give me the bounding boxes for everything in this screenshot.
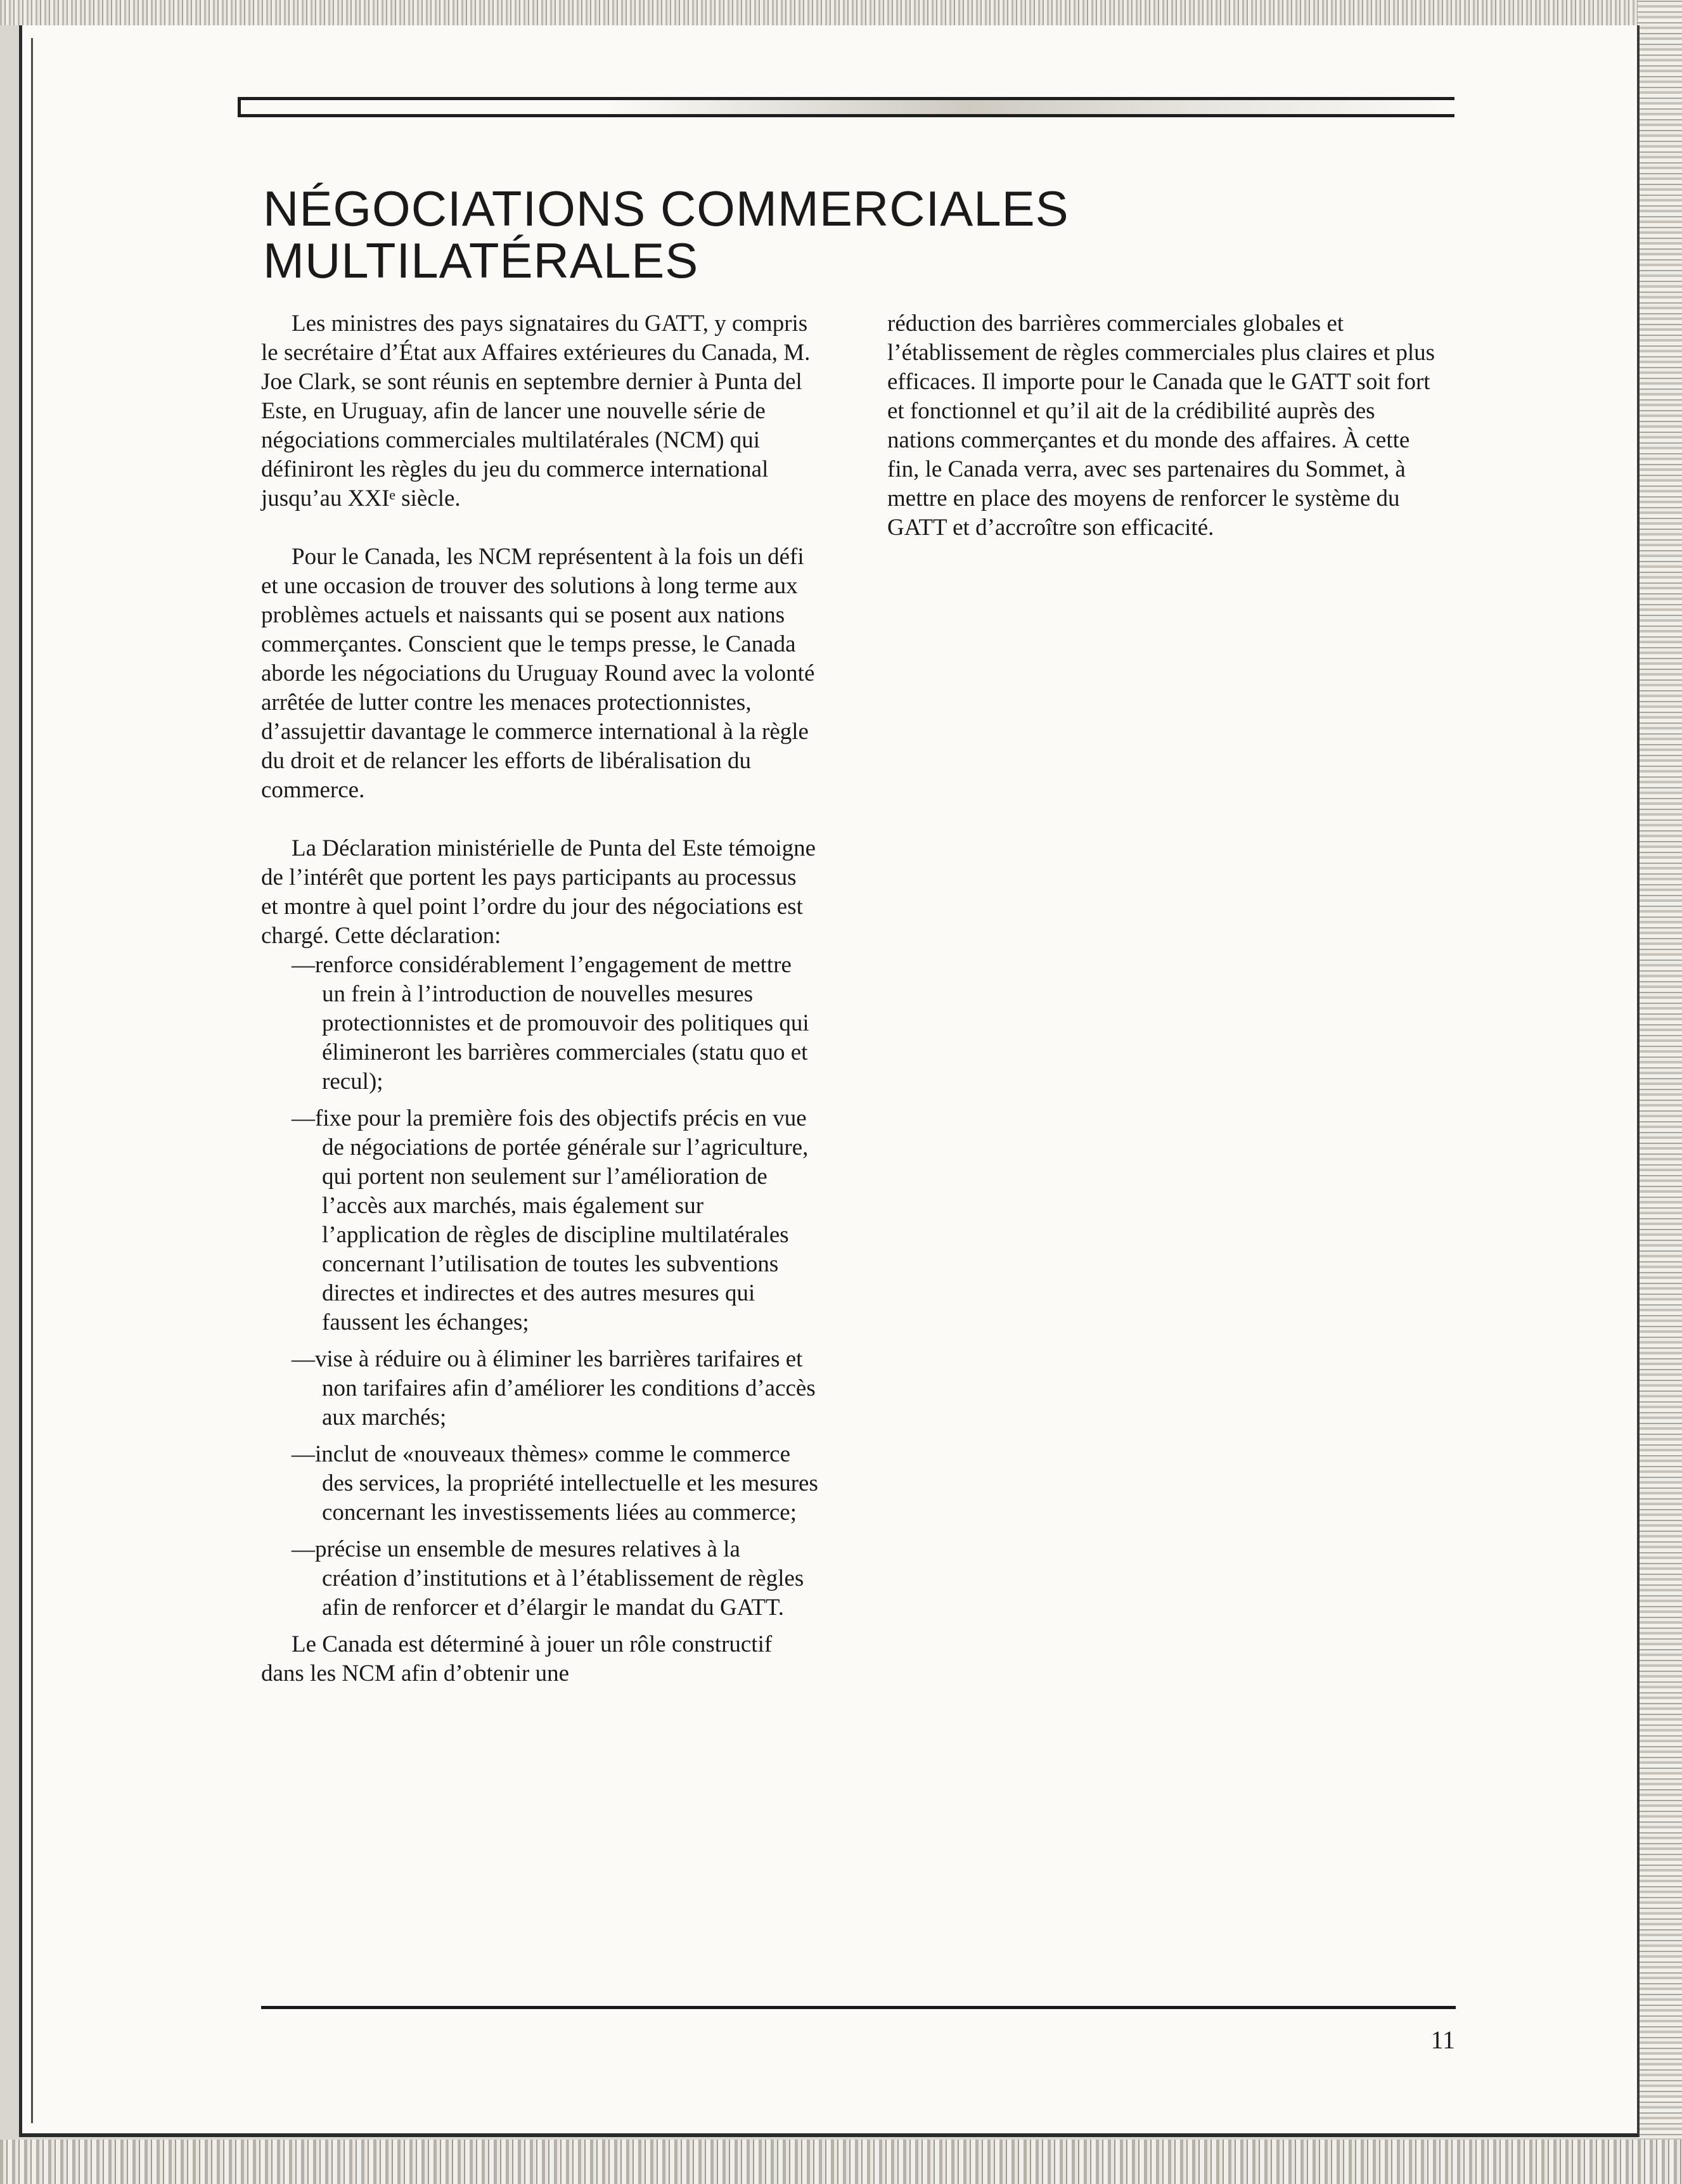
header-decorative-bar [238, 97, 1454, 117]
right-column [887, 309, 1445, 543]
paragraph-closing-start: Le Canada est déterminé à jouer un rôle constructif dans les NCM afin d’obtenir une [261, 1631, 773, 1686]
title-line-1: NÉGOCIATIONS COMMERCIALES [263, 181, 1069, 236]
list-item: —vise à réduire ou à éliminer les barrières tarifaires et non tarifaires afin d’améliorer les conditions d’accès aux marchés; [292, 1346, 816, 1430]
footer-rule [261, 2006, 1456, 2009]
paragraph-canada: Pour le Canada, les NCM représentent à la fois un défi et une occasion de trouver des solutions à long terme aux problèmes actuels et naissants qui se posent aux nations commerçantes. Conscient que le temps presse, le Canada aborde les négociations du Uruguay Round avec la volonté arrêtée de lutter contre les menaces protectionnistes, d’assujettir davantage le commerce international à la règle du droit et de relancer les efforts de libéralisation du commerce. [261, 544, 815, 803]
declaration-list [261, 951, 819, 1622]
binding-line [31, 38, 33, 2123]
list-item: —précise un ensemble de mesures relatives à la création d’institutions et à l’établissement de règles afin de renforcer et d’élargir le mandat du GATT. [292, 1536, 804, 1621]
paragraph-closing-continued: réduction des barrières commerciales globales et l’établissement de règles commerciales plus claires et plus efficaces. Il importe pour le Canada que le GATT soit fort et fonctionnel et qu’il ait de la crédibilité auprès des nations commerçantes et du monde des affaires. À cette fin, le Canada verra, avec ses partenaires du Sommet, à mettre en place des moyens de renforcer le système du GATT et d’accroître son efficacité. [887, 311, 1435, 541]
list-item: —renforce considérablement l’engagement de mettre un frein à l’introduction de nouvelles mesures protectionnistes et de promouvoir des politiques qui élimineront les barrières commerciales (statu quo et recul); [292, 952, 809, 1095]
left-column [261, 309, 819, 1688]
page-title [263, 183, 1467, 286]
paragraph-declaration: La Déclaration ministérielle de Punta del Este témoigne de l’intérêt que portent les pays participants au processus et montre à quel point l’ordre du jour des négociations est chargé. Cette déclaration: [261, 835, 816, 949]
list-item: —inclut de «nouveaux thèmes» comme le commerce des services, la propriété intellectuelle et les mesures concernant les investissements liées au commerce; [292, 1441, 818, 1526]
scan-border-top [0, 0, 1682, 25]
scan-border-right [1638, 0, 1682, 2184]
list-item: —fixe pour la première fois des objectifs précis en vue de négociations de portée générale sur l’agriculture, qui portent non seulement sur l’amélioration de l’accès aux marchés, mais également sur l’application de règles de discipline multilatérales concernant l’utilisation de toutes les subventions directes et indirectes et des autres mesures qui faussent les échanges; [292, 1105, 809, 1335]
page-number: 11 [1430, 2026, 1455, 2054]
scan-border-bottom [0, 2140, 1682, 2184]
title-line-2: MULTILATÉRALES [263, 233, 699, 288]
paragraph-intro: Les ministres des pays signataires du GATT, y compris le secrétaire d’État aux Affaires extérieures du Canada, M. Joe Clark, se sont réunis en septembre dernier à Punta del Este, en Uruguay, afin de lancer une nouvelle série de négociations commerciales multilatérales (NCM) qui définiront les règles du jeu du commerce international jusqu’au XXIᵉ siècle. [261, 311, 811, 511]
